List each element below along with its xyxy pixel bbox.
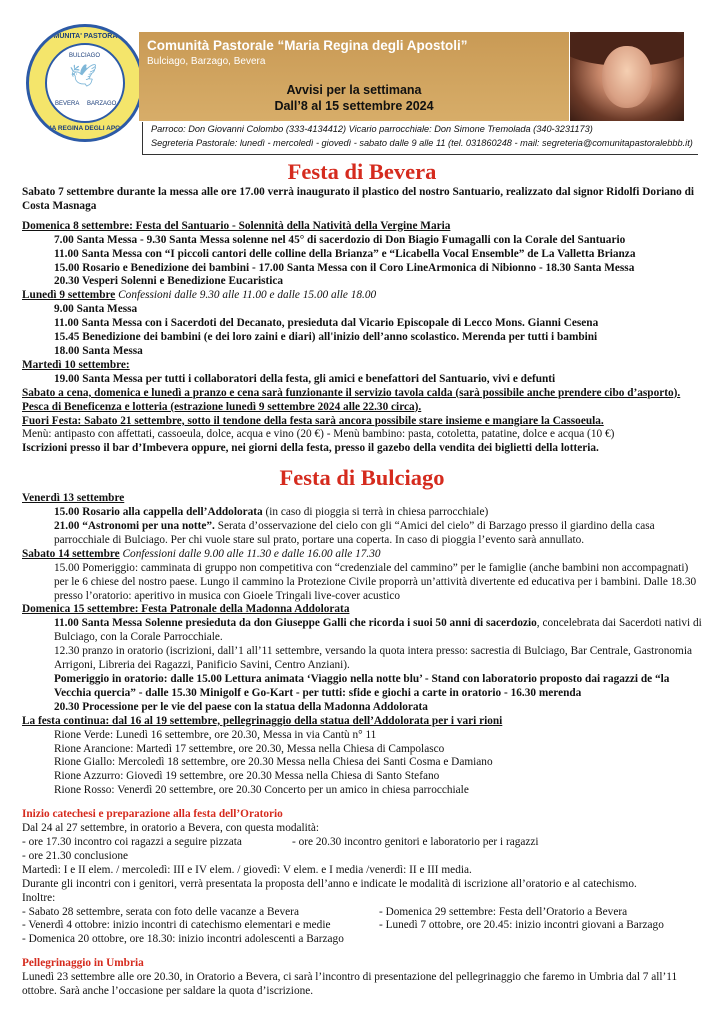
content — [22, 158, 702, 999]
bevera-monday-line4: 18.00 Santa Messa — [54, 344, 143, 357]
rione-item: Rione Verde: Lunedì 16 settembre, ore 20.30, Messa in via Cantù n° 11 — [54, 728, 377, 741]
bulciago-friday-line2-bold: 21.00 “Astronomi per una notte”. — [54, 520, 215, 533]
bulciago-sunday-line1-bold: 11.00 Santa Messa Solenne presieduta da don Giuseppe Galli che ricorda i suoi 50 anni di sacerdozio — [54, 617, 537, 630]
madonna-portrait — [570, 32, 684, 121]
catechesi-line4: Martedì: I e II elem. / mercoledì: III e IV elem. / giovedì: V elem. e I media /venerdì: II e III media. — [22, 863, 472, 876]
bevera-sunday-line4: 20.30 Vesperi Solenni e Benedizione Eucaristica — [54, 275, 284, 288]
bevera-title: Festa di Bevera — [287, 159, 437, 184]
catechesi-line1: Dal 24 al 27 settembre, in oratorio a Bevera, con questa modalità: — [22, 822, 320, 835]
catechesi-row-times — [22, 836, 702, 850]
bulciago-sunday-line1-note: , concelebrata dai Sacerdoti nativi di Bulciago, con la Corale Parrocchiale. — [54, 617, 702, 644]
catechesi-row-events1 — [22, 906, 702, 920]
community-subtitle: Bulciago, Barzago, Bevera — [147, 56, 266, 67]
bevera-monday-line2: 11.00 Santa Messa con i Sacerdoti del Decanato, presieduta dal Vicario Episcopale di Lecco Mons. Gianni Cesena — [54, 317, 599, 330]
bulciago-sunday-line2: 12.30 pranzo in oratorio (iscrizioni, dall’1 all’11 settembre, versando la quota intera presso: sacrestia di Bulciago, Bar Centrale, Gastronomia Arrigoni, Libreria dei Ragazzi, Panificio Savini, Centro Anziani). — [54, 645, 692, 672]
bulciago-sunday-heading: Domenica 15 settembre: Festa Patronale della Madonna Addolorata — [22, 603, 350, 616]
bevera-sunday-line2: 11.00 Santa Messa con “I piccoli cantori delle colline della Brianza” e “Licabella Vocal Ensemble” de La Valletta Brianza — [54, 247, 636, 260]
catechesi-event1: - Sabato 28 settembre, serata con foto delle vacanze a Bevera — [22, 905, 299, 918]
bevera-monday-heading: Lunedì 9 settembre — [22, 289, 116, 302]
logo-mid-bottom-left: BEVERA — [55, 101, 80, 107]
catechesi-event4: - Lunedì 7 ottobre, ore 20.45: inizio incontri giovani a Barzago — [379, 919, 664, 932]
catechesi-line6: Inoltre: — [22, 891, 56, 904]
catechesi-event3: - Venerdì 4 ottobre: inizio incontri di catechismo elementari e medie — [22, 919, 331, 932]
bevera-sunday-line1: 7.00 Santa Messa - 9.30 Santa Messa solenne nel 45° di sacerdozio di Don Biagio Fumagalli con la Corale del Santuario — [54, 233, 626, 246]
bulciago-saturday-line1: 15.00 Pomeriggio: camminata di gruppo non competitiva con “credenziale del cammino” per le famiglie (anche bambini non accompagnati) per le 6 chiese del nostro paese. Lungo il cammino la Protezione Civile proporrà un’attività divertente ed educativa per i bambini. Dalle 18.30 presso l’oratorio: aperitivo in musica con Gioele Tringali live-cover acustico — [54, 561, 697, 602]
portrait-face — [602, 46, 652, 108]
bulciago-friday-line1-note: (in caso di pioggia si terrà in chiesa parrocchiale) — [262, 506, 489, 519]
bevera-fuori-festa: Fuori Festa: Sabato 21 settembre, sotto il tendone della festa sarà ancora possibile stare insieme e mangiare la Cassoeula. — [22, 414, 604, 427]
logo-mid-top: BULCIAGO — [69, 53, 101, 59]
bulciago-sunday-line3: Pomeriggio in oratorio: dalle 15.00 Lettura animata ‘Viaggio nella notte blu’ - Stand con laboratorio proposto dai ragazzi de “la Vecchia quercia” - dalle 15.30 Minigolf e Go-Kart - per tutti: sfide e giochi a carte in oratorio - 16.30 merenda — [54, 673, 670, 699]
bulciago-title: Festa di Bulciago — [279, 465, 445, 491]
bulciago-saturday-heading: Sabato 14 settembre — [22, 547, 120, 560]
contact-info — [142, 122, 698, 155]
bevera-monday-row — [22, 289, 702, 303]
parish-logo — [26, 24, 144, 142]
bevera-intro: Sabato 7 settembre durante la messa alle ore 17.00 verrà inaugurato il plastico del nostro Santuario, realizzato dal signor Ridolfi Doriano di Costa Masnaga — [22, 186, 695, 212]
bulciago-friday-line1-bold: 15.00 Rosario alla cappella dell’Addolorata — [54, 506, 263, 519]
catechesi-row-events2 — [22, 919, 702, 933]
bevera-tuesday-line1: 19.00 Santa Messa per tutti i collaboratori della festa, gli amici e benefattori del Santuario, vivi e defunti — [54, 372, 556, 385]
bevera-food-service: Sabato a cena, domenica e lunedì a pranzo e cena sarà funzionante il servizio tavola calda (sarà possibile anche prendere cibo d’asporto). Pesca di Beneficenza e lotteria (estrazione lunedì 9 settembre 2024 alle 22.30 circa). — [22, 386, 681, 413]
bulciago-sunday-line4: 20.30 Processione per le vie del paese con la statua della Madonna Addolorata — [54, 700, 428, 713]
community-title: Comunità Pastorale “Maria Regina degli Apostoli” — [147, 38, 468, 53]
catechesi-line9: - Domenica 20 ottobre, ore 18.30: inizio incontri adolescenti a Barzago — [22, 933, 344, 946]
bulciago-sunday-line1 — [22, 617, 702, 645]
bevera-monday-line1: 9.00 Santa Messa — [54, 303, 138, 316]
umbria-text: Lunedì 23 settembre alle ore 20.30, in Oratorio a Bevera, ci sarà l’incontro di presentazione del pellegrinaggio che faremo in Umbria dal 7 all’11 ottobre. Sarà anche l’occasione per saldare la quota d’iscrizione. — [22, 971, 678, 998]
catechesi-line3: - ore 21.30 conclusione — [22, 849, 129, 862]
rione-item: Rione Rosso: Venerdì 20 settembre, ore 20.30 Concerto per un amico in chiesa parrocchiale — [54, 784, 469, 797]
rione-item: Rione Giallo: Mercoledì 18 settembre, ore 20.30 Messa nella Chiesa dei Santi Cosma e Damiano — [54, 756, 493, 769]
bulciago-saturday-confessions: Confessioni dalle 9.00 alle 11.30 e dalle 16.00 alle 17.30 — [122, 547, 381, 560]
bulciago-friday-line1 — [22, 506, 702, 520]
logo-mid-bottom-right: BARZAGO — [87, 101, 117, 107]
notices-dates: Dall’8 al 15 settembre 2024 — [274, 99, 434, 113]
bevera-registration: Iscrizioni presso il bar d’Imbevera oppure, nei giorni della festa, presso il gazebo della vendita dei biglietti della lotteria. — [22, 442, 599, 455]
logo-ring-top: COMUNITA' PASTORALE — [43, 33, 127, 40]
bevera-monday-confessions: Confessioni dalle 9.30 alle 11.00 e dalle 15.00 alle 18.00 — [118, 289, 377, 302]
logo-inner — [45, 43, 125, 123]
header-banner — [139, 32, 569, 121]
catechesi-time2: - ore 20.30 incontro genitori e laboratorio per i ragazzi — [292, 835, 539, 848]
bevera-sunday-line3: 15.00 Rosario e Benedizione dei bambini - 17.00 Santa Messa con il Coro LineArmonica di Nibionno - 18.30 Santa Messa — [54, 261, 635, 274]
bevera-menu: Menù: antipasto con affettati, cassoeula, dolce, acqua e vino (20 €) - Menù bambino: pasta, cotoletta, patatine, dolce e acqua (10 €) — [22, 428, 615, 441]
catechesi-event2: - Domenica 29 settembre: Festa dell’Oratorio a Bevera — [379, 905, 628, 918]
catechesi-time1: - ore 17.30 incontro coi ragazzi a seguire pizzata — [22, 835, 242, 848]
bulciago-friday-line2 — [22, 520, 702, 548]
rione-item: Rione Azzurro: Giovedì 19 settembre, ore 20.30 Messa nella Chiesa di Santo Stefano — [54, 770, 440, 783]
catechesi-line5: Durante gli incontri con i genitori, verrà presentata la proposta dell’anno e indicate le modalità di iscrizione all’oratorio e al catechismo. — [22, 877, 637, 890]
bulciago-saturday-row — [22, 548, 702, 562]
notices-title: Avvisi per la settimana — [286, 83, 422, 97]
bulciago-continues-heading: La festa continua: dal 16 al 19 settembre, pellegrinaggio della statua dell’Addolorata per i vari rioni — [22, 714, 503, 727]
bevera-sunday-heading: Domenica 8 settembre: Festa del Santuario - Solennità della Natività della Vergine Maria — [22, 219, 451, 232]
umbria-title: Pellegrinaggio in Umbria — [22, 957, 144, 970]
catechesi-title: Inizio catechesi e preparazione alla festa dell’Oratorio — [22, 808, 283, 821]
contact-clergy: Parroco: Don Giovanni Colombo (333-4134412) Vicario parrocchiale: Don Simone Tremolada (340-3231173) — [151, 124, 593, 134]
bulciago-friday-heading: Venerdì 13 settembre — [22, 492, 125, 505]
rione-item: Rione Arancione: Martedì 17 settembre, ore 20.30, Messa nella Chiesa di Campolasco — [54, 742, 445, 755]
bevera-tuesday-heading: Martedì 10 settembre: — [22, 358, 130, 371]
logo-ring-bottom: MARIA REGINA DEGLI APOSTOLI — [35, 125, 140, 132]
dove-icon: 🕊 — [69, 63, 97, 88]
bulciago-friday-line2-note: Serata d’osservazione del cielo con gli “Amici del cielo” di Barzago presso il giardino della casa parrocchiale di Bulciago. Per chi vuole stare sul prato, portare una coperta. In caso di pioggia l’evento sarà annullato. — [54, 520, 655, 546]
header — [22, 22, 698, 155]
bevera-monday-line3: 15.45 Benedizione dei bambini (e dei loro zaini e diari) all'inizio dell’anno scolastico. Merenda per tutti i bambini — [54, 331, 598, 344]
contact-secretariat: Segreteria Pastorale: lunedì - mercoledì - giovedì - sabato dalle 9 alle 11 (tel. 031860248 - mail: segreteria@comunitapastoralebbb.it) — [151, 138, 693, 148]
